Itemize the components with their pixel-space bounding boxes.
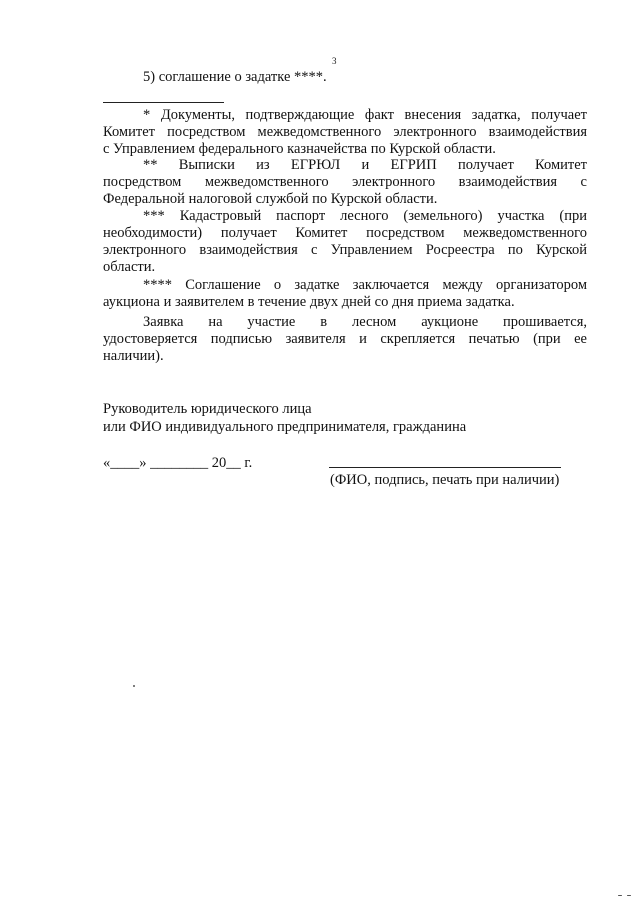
footnote-1-line-2: Комитет посредством межведомственного электронного взаимодействия (103, 124, 587, 140)
footnote-4-line-2: аукциона и заявителем в течение двух дней со дня приема задатка. (103, 294, 515, 310)
footnote-3-line-1: *** Кадастровый паспорт лесного (земельного) участка (при (143, 208, 587, 224)
signature-caption: (ФИО, подпись, печать при наличии) (330, 472, 560, 488)
scan-speck (133, 685, 135, 687)
signatory-title-line-2: или ФИО индивидуального предпринимателя, гражданина (103, 419, 467, 435)
item-5-text: 5) соглашение о задатке ****. (143, 69, 327, 85)
footnote-3-line-3: электронного взаимодействия с Управлением Росреестра по Курской (103, 242, 587, 258)
scan-speck (627, 895, 631, 896)
footnote-2-line-2: посредством межведомственного электронного взаимодействия с (103, 174, 587, 190)
footnote-1-line-3: с Управлением федерального казначейства по Курской области. (103, 141, 496, 157)
footnote-3-line-4: области. (103, 259, 156, 275)
note-line-3: наличии). (103, 348, 164, 364)
scan-speck (618, 895, 622, 896)
signatory-title-line-1: Руководитель юридического лица (103, 401, 312, 417)
footnote-4-line-1: **** Соглашение о задатке заключается между организатором (143, 277, 587, 293)
page-number: 3 (332, 56, 337, 66)
note-line-2: удостоверяется подписью заявителя и скрепляется печатью (при ее (103, 331, 587, 347)
note-line-1: Заявка на участие в лесном аукционе прошивается, (143, 314, 587, 330)
footnote-separator (103, 102, 224, 103)
footnote-2-line-3: Федеральной налоговой службой по Курской области. (103, 191, 438, 207)
footnote-1-line-1: * Документы, подтверждающие факт внесения задатка, получает (143, 107, 587, 123)
date-field: «____» ________ 20__ г. (103, 455, 253, 471)
footnote-2-line-1: ** Выписки из ЕГРЮЛ и ЕГРИП получает Комитет (143, 157, 587, 173)
signature-line (329, 467, 561, 468)
footnote-3-line-2: необходимости) получает Комитет посредством межведомственного (103, 225, 587, 241)
